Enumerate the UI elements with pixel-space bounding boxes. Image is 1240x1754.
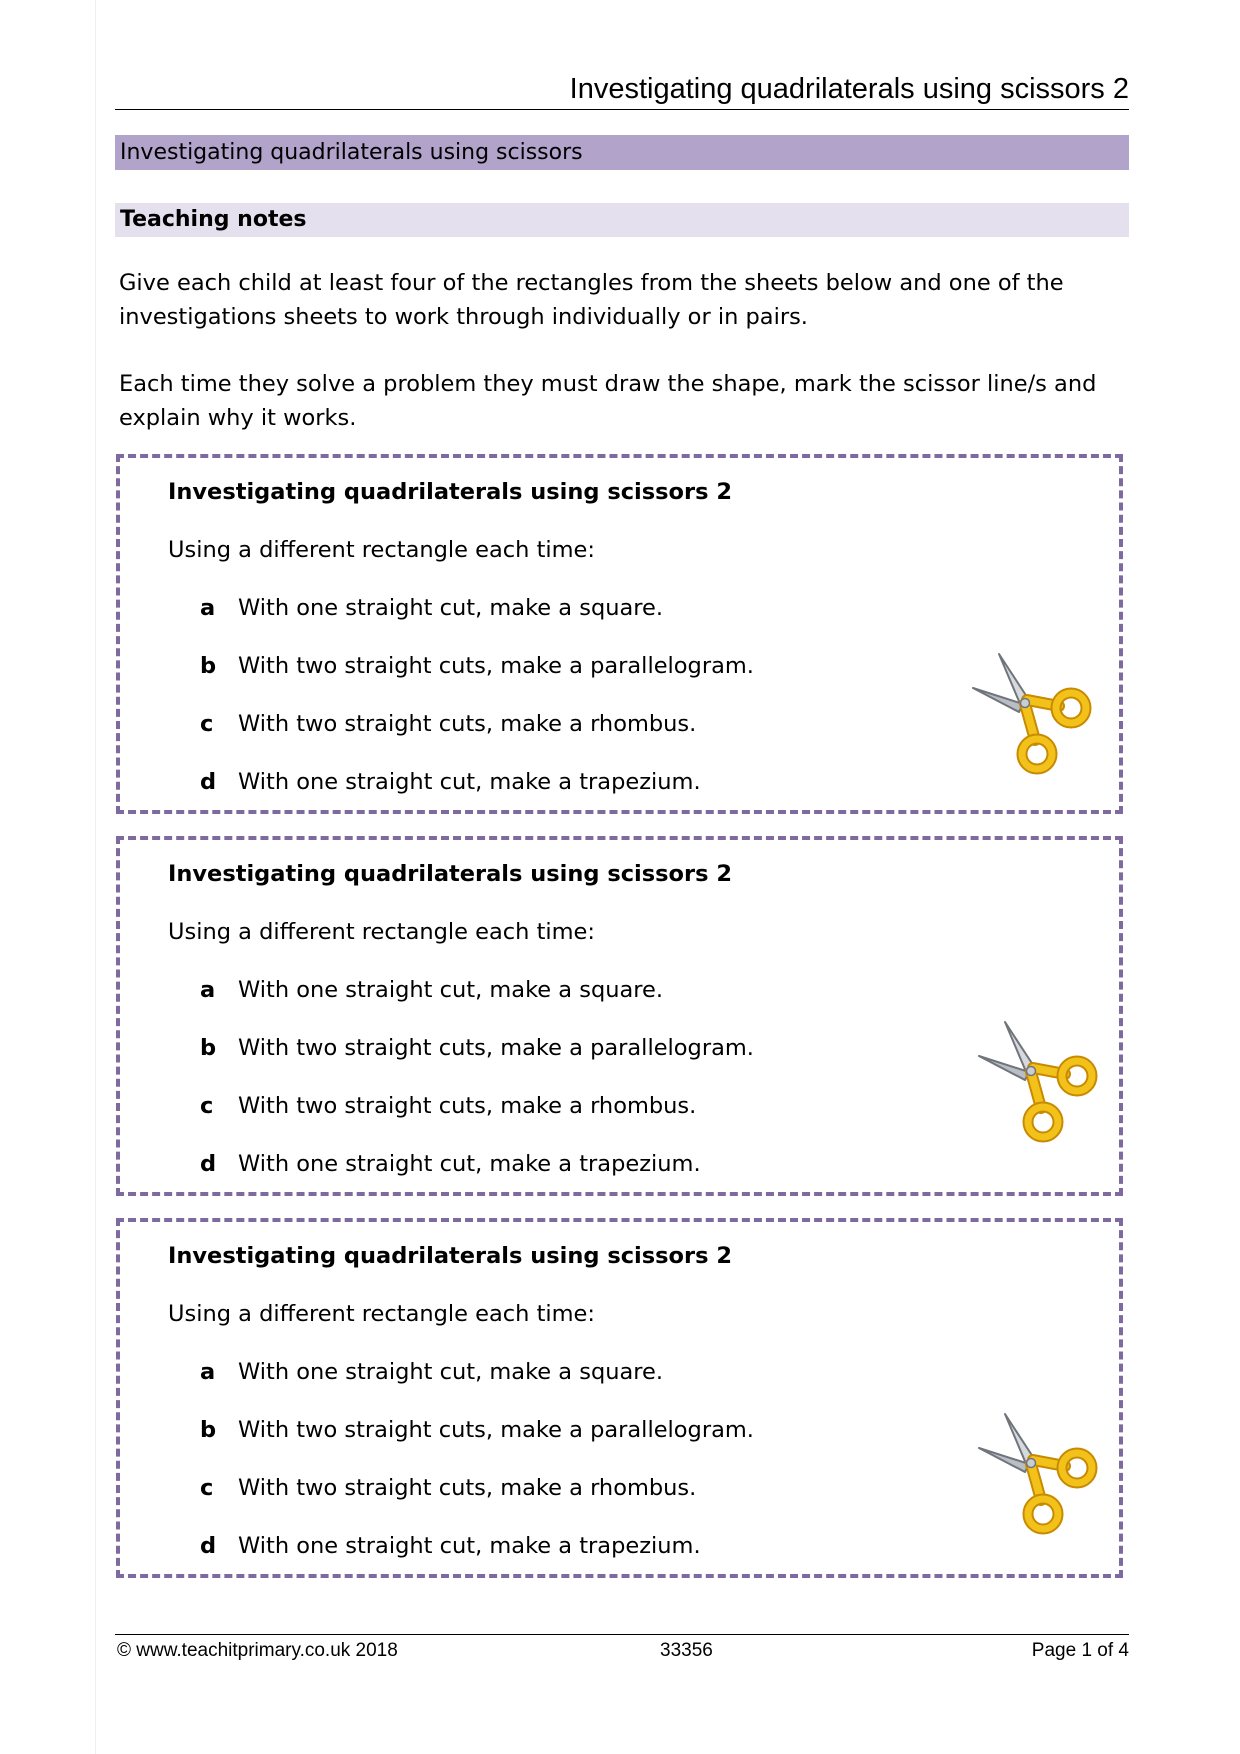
scissors-icon xyxy=(965,648,1095,778)
footer-copyright: © www.teachitprimary.co.uk 2018 xyxy=(117,1640,398,1661)
item-letter: b xyxy=(200,1035,217,1061)
card-item-c xyxy=(200,707,696,741)
card-intro: Using a different rectangle each time: xyxy=(168,537,595,563)
card-title: Investigating quadrilaterals using scissors 2 xyxy=(168,1243,732,1269)
item-text: With one straight cut, make a square. xyxy=(238,1359,664,1385)
item-text: With one straight cut, make a trapezium. xyxy=(238,1151,701,1177)
item-text: With one straight cut, make a trapezium. xyxy=(238,1533,701,1559)
teaching-notes-heading: Teaching notes xyxy=(120,207,307,232)
teaching-notes-bar xyxy=(115,203,1129,237)
item-letter: d xyxy=(200,1533,217,1559)
notes-paragraph-1 xyxy=(119,266,1124,334)
card-item-b xyxy=(200,1413,754,1447)
card-item-d xyxy=(200,1529,701,1563)
card-item-a xyxy=(200,973,663,1007)
page-header-title: Investigating quadrilaterals using scissors 2 xyxy=(569,73,1129,105)
card-item-d xyxy=(200,1147,701,1181)
item-text: With two straight cuts, make a parallelogram. xyxy=(238,653,754,679)
card-item-c xyxy=(200,1471,696,1505)
card-intro: Using a different rectangle each time: xyxy=(168,1301,595,1327)
card-title: Investigating quadrilaterals using scissors 2 xyxy=(168,861,732,887)
footer-resource-code: 33356 xyxy=(660,1640,713,1661)
section-title-bar xyxy=(115,135,1129,170)
notes-paragraph-1-line-2: investigations sheets to work through individually or in pairs. xyxy=(119,304,808,330)
item-letter: a xyxy=(200,1359,216,1385)
card-item-b xyxy=(200,649,754,683)
item-letter: d xyxy=(200,769,217,795)
item-letter: c xyxy=(200,1093,214,1119)
investigation-card-3 xyxy=(116,1218,1123,1578)
item-text: With two straight cuts, make a parallelogram. xyxy=(238,1035,754,1061)
card-item-b xyxy=(200,1031,754,1065)
header-rule xyxy=(115,109,1129,110)
card-item-c xyxy=(200,1089,696,1123)
item-letter: a xyxy=(200,977,216,1003)
footer-page-number: Page 1 of 4 xyxy=(1031,1640,1129,1661)
notes-paragraph-2 xyxy=(119,367,1124,435)
item-text: With two straight cuts, make a rhombus. xyxy=(238,1093,697,1119)
section-title: Investigating quadrilaterals using scissors xyxy=(120,140,583,165)
card-item-a xyxy=(200,591,663,625)
notes-paragraph-2-line-1: Each time they solve a problem they must draw the shape, mark the scissor line/s and xyxy=(119,371,1097,397)
item-letter: b xyxy=(200,653,217,679)
investigation-card-1 xyxy=(116,454,1123,814)
card-intro: Using a different rectangle each time: xyxy=(168,919,595,945)
page-edge xyxy=(95,0,96,1754)
item-letter: c xyxy=(200,711,214,737)
notes-paragraph-2-line-2: explain why it works. xyxy=(119,405,357,431)
item-text: With one straight cut, make a square. xyxy=(238,977,664,1003)
item-letter: b xyxy=(200,1417,217,1443)
item-text: With two straight cuts, make a rhombus. xyxy=(238,711,697,737)
scissors-icon xyxy=(971,1408,1101,1538)
card-item-d xyxy=(200,765,701,799)
item-letter: c xyxy=(200,1475,214,1501)
investigation-card-2 xyxy=(116,836,1123,1196)
item-text: With one straight cut, make a trapezium. xyxy=(238,769,701,795)
scissors-icon xyxy=(971,1016,1101,1146)
item-letter: d xyxy=(200,1151,217,1177)
footer-rule xyxy=(115,1634,1129,1635)
item-letter: a xyxy=(200,595,216,621)
notes-paragraph-1-line-1: Give each child at least four of the rectangles from the sheets below and one of the xyxy=(119,270,1064,296)
card-item-a xyxy=(200,1355,663,1389)
item-text: With two straight cuts, make a rhombus. xyxy=(238,1475,697,1501)
item-text: With two straight cuts, make a parallelogram. xyxy=(238,1417,754,1443)
card-title: Investigating quadrilaterals using scissors 2 xyxy=(168,479,732,505)
item-text: With one straight cut, make a square. xyxy=(238,595,664,621)
